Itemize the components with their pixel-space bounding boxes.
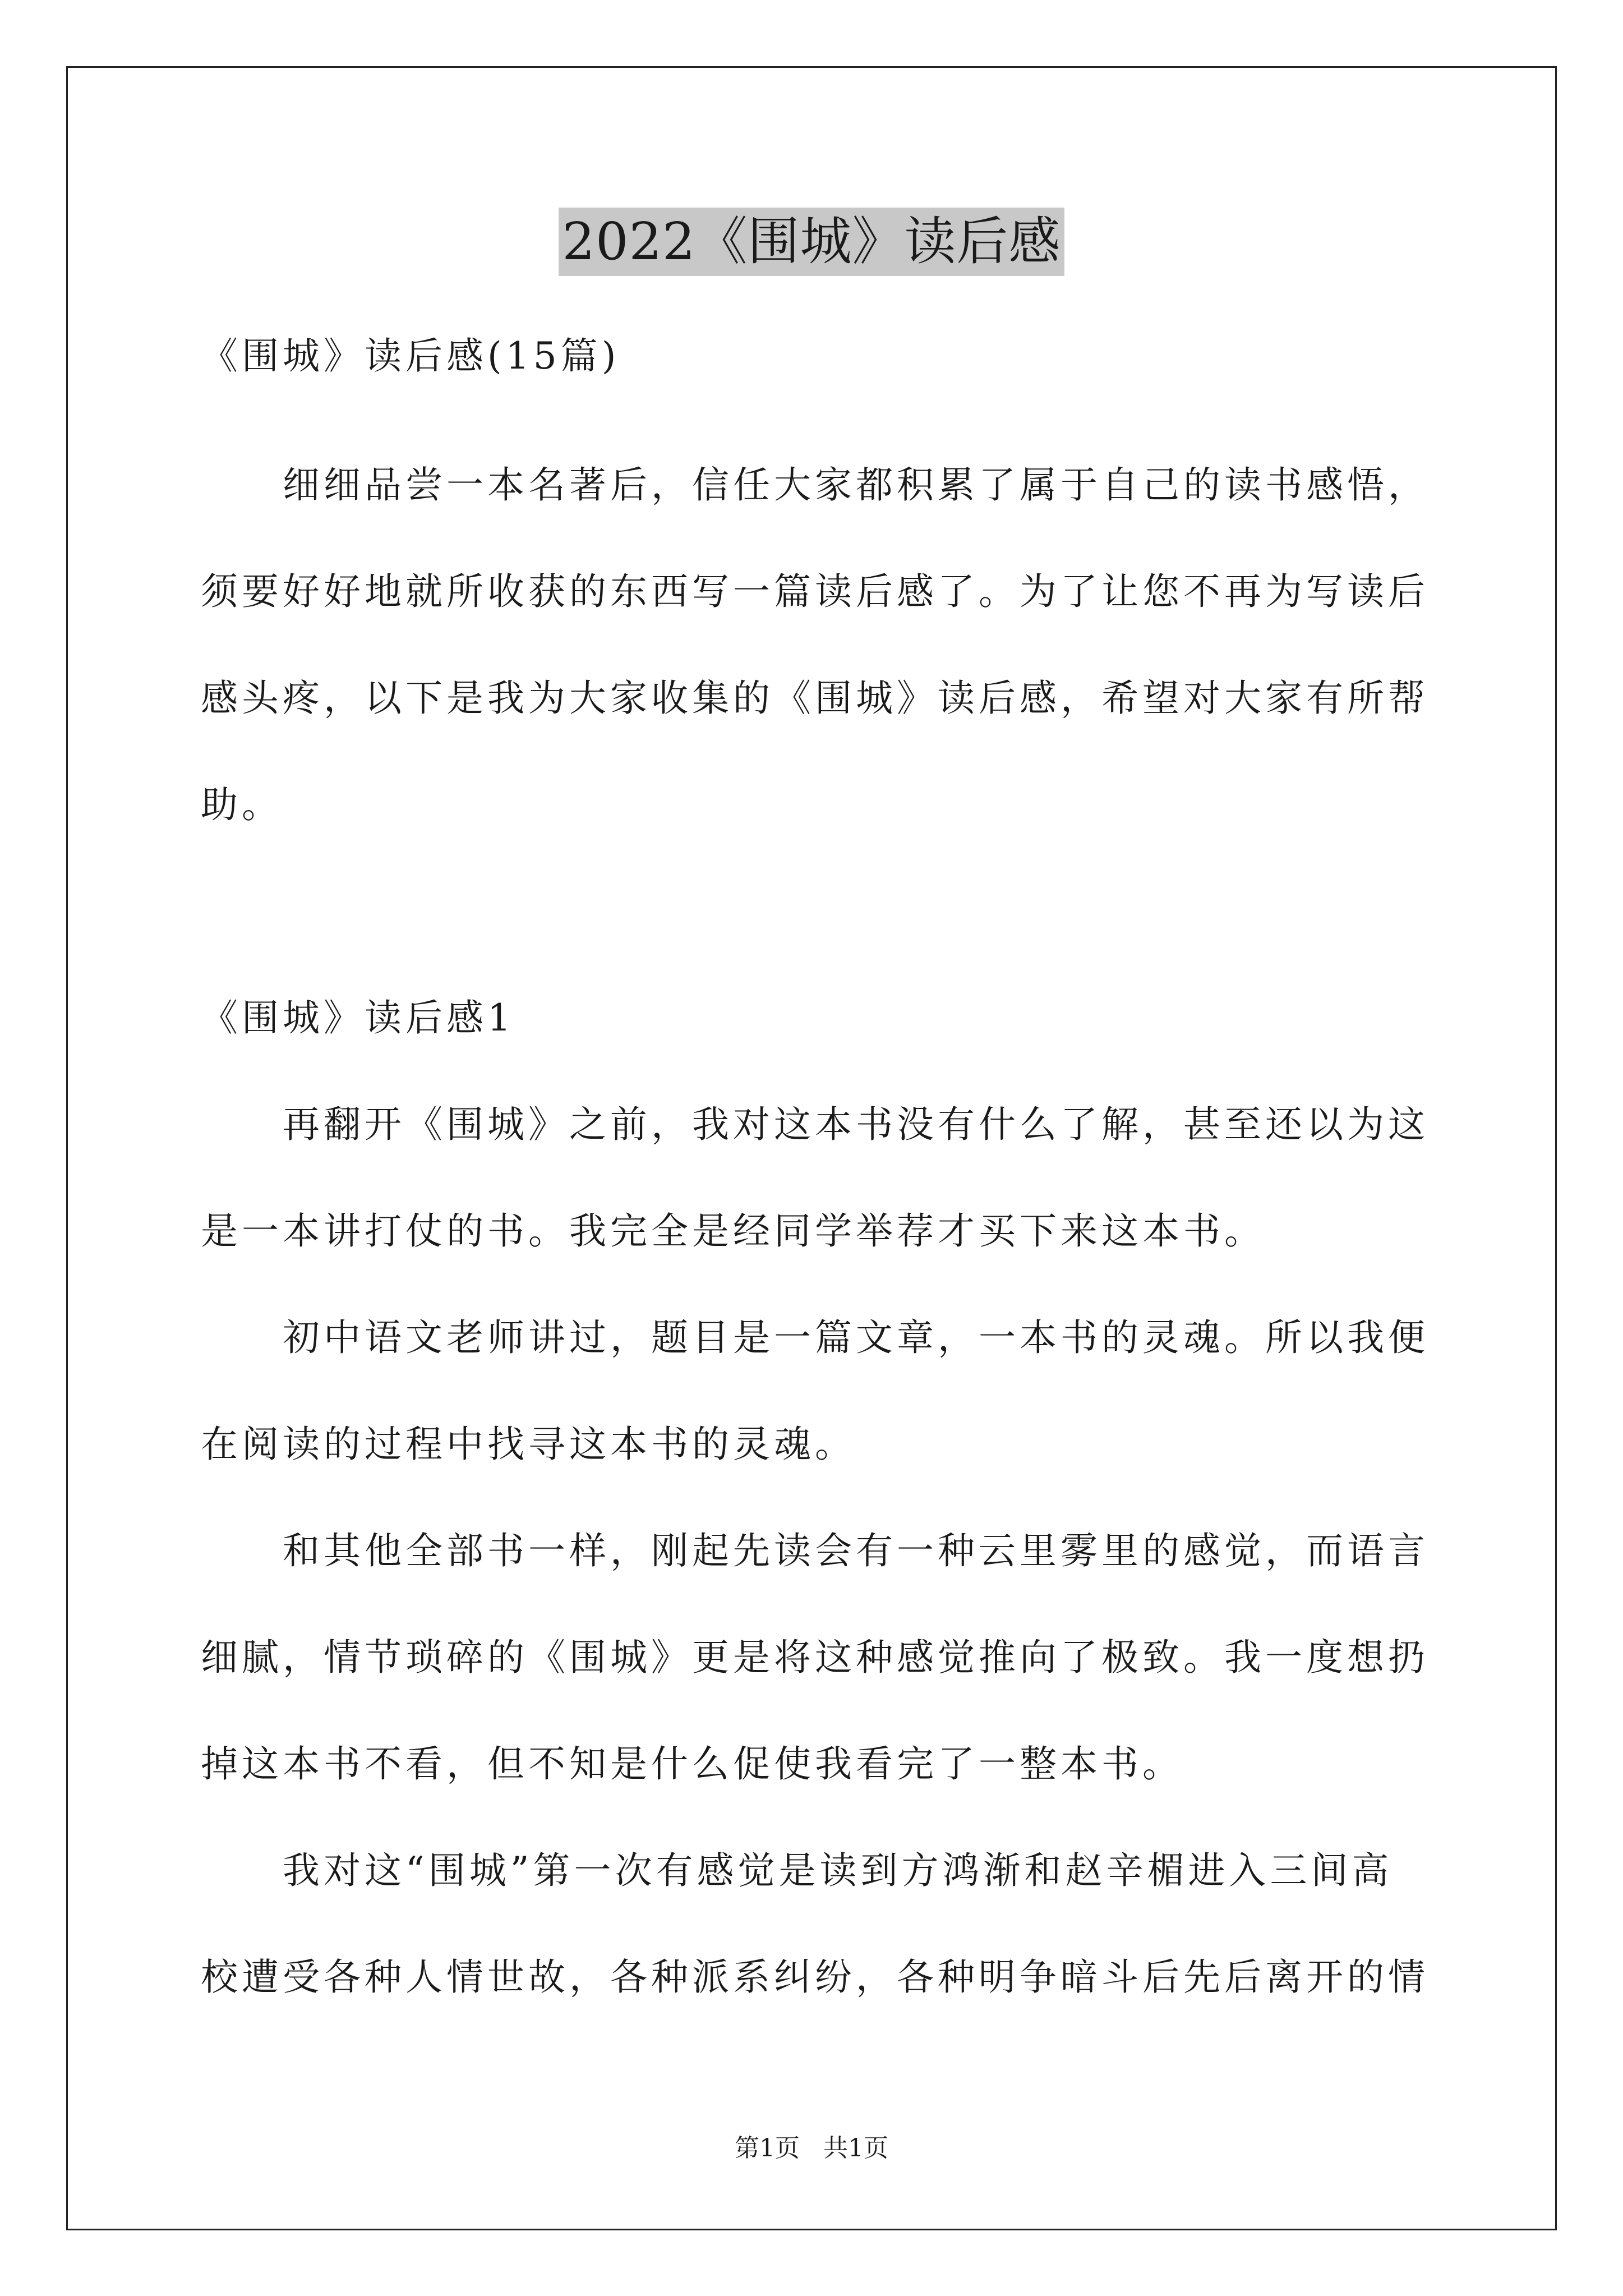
section-heading: 《围城》读后感1 bbox=[201, 996, 515, 1039]
paragraph-line: 校遭受各种人情世故，各种派系纠纷，各种明争暗斗后先后离开的情 bbox=[201, 1955, 1429, 1999]
paragraph-line: 感头疼，以下是我为大家收集的《围城》读后感，希望对大家有所帮 bbox=[201, 677, 1429, 720]
document-title: 2022《围城》读后感 bbox=[559, 208, 1064, 276]
page-footer: 第1页 共1页 bbox=[735, 2134, 888, 2162]
subtitle-line: 《围城》读后感(15篇) bbox=[201, 334, 620, 378]
paragraph-line: 初中语文老师讲过，题目是一篇文章，一本书的灵魂。所以我便 bbox=[283, 1316, 1429, 1359]
paragraph-line: 再翻开《围城》之前，我对这本书没有什么了解，甚至还以为这 bbox=[283, 1103, 1429, 1146]
paragraph-line: 掉这本书不看，但不知是什么促使我看完了一整本书。 bbox=[201, 1742, 1183, 1786]
paragraph-line: 在阅读的过程中找寻这本书的灵魂。 bbox=[201, 1423, 856, 1466]
paragraph-line: 和其他全部书一样，刚起先读会有一种云里雾里的感觉，而语言 bbox=[283, 1529, 1429, 1572]
paragraph-line: 细细品尝一本名著后，信任大家都积累了属于自己的读书感悟， bbox=[283, 463, 1429, 507]
paragraph-line: 助。 bbox=[201, 783, 283, 826]
paragraph-line: 细腻，情节琐碎的《围城》更是将这种感觉推向了极致。我一度想扔 bbox=[201, 1636, 1429, 1679]
paragraph-line: 须要好好地就所收获的东西写一篇读后感了。为了让您不再为写读后 bbox=[201, 570, 1429, 613]
paragraph-line: 我对这“围城”第一次有感觉是读到方鸿渐和赵辛楣进入三间高 bbox=[283, 1849, 1393, 1892]
paragraph-line: 是一本讲打仗的书。我完全是经同学举荐才买下来这本书。 bbox=[201, 1209, 1265, 1253]
title-wrap bbox=[0, 208, 1623, 276]
